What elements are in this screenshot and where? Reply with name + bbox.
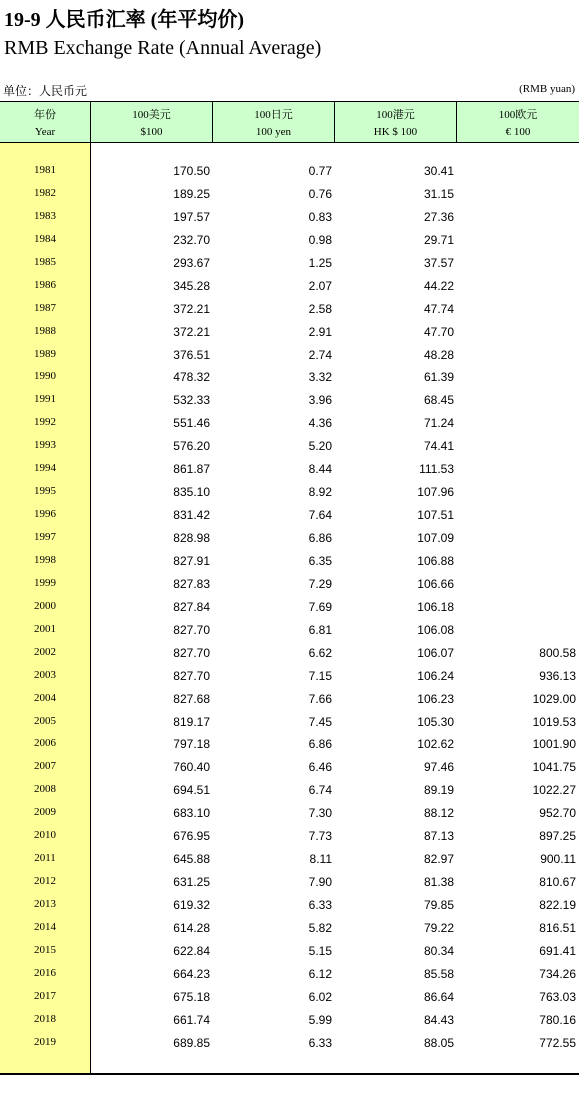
year-cell: 1995	[34, 485, 56, 498]
jpy-cell: 7.45	[308, 714, 332, 729]
year-cell: 2004	[34, 691, 56, 704]
hkd-cell: 106.08	[417, 622, 454, 637]
eur-cell: 691.41	[539, 943, 576, 958]
table-row	[0, 298, 579, 321]
table-row	[0, 779, 579, 802]
table-row	[0, 894, 579, 917]
header-eur	[457, 102, 579, 142]
hkd-cell: 105.30	[417, 714, 454, 729]
hkd-cell: 27.36	[423, 209, 454, 224]
table-row	[0, 1009, 579, 1032]
eur-cell: 952.70	[539, 806, 576, 821]
table-row	[0, 527, 579, 550]
table-row	[0, 619, 579, 642]
jpy-cell: 8.44	[308, 462, 332, 477]
table-title-chinese: 19-9 人民币汇率 (年平均价)	[4, 9, 244, 31]
eur-cell: 810.67	[539, 875, 576, 890]
usd-cell: 551.46	[173, 416, 210, 431]
usd-cell: 293.67	[173, 255, 210, 270]
usd-cell: 827.70	[173, 668, 210, 683]
hkd-cell: 89.19	[423, 783, 454, 798]
hkd-cell: 107.96	[417, 485, 454, 500]
hkd-cell: 87.13	[423, 829, 454, 844]
hkd-cell: 68.45	[423, 393, 454, 408]
eur-cell: 900.11	[540, 852, 576, 867]
table-row	[0, 252, 579, 275]
jpy-cell: 2.58	[308, 301, 332, 316]
usd-cell: 576.20	[173, 439, 210, 454]
table-row	[0, 183, 579, 206]
eur-cell: 816.51	[539, 920, 576, 935]
header-year	[0, 102, 90, 142]
year-cell: 2008	[34, 783, 56, 796]
year-cell: 2006	[34, 737, 56, 750]
jpy-cell: 8.11	[309, 852, 332, 867]
usd-cell: 797.18	[173, 737, 210, 752]
table-row	[0, 940, 579, 963]
year-cell: 1982	[34, 186, 56, 199]
hkd-cell: 80.34	[423, 943, 454, 958]
header-usd	[91, 102, 212, 142]
usd-cell: 661.74	[173, 1012, 210, 1027]
header-hkd-cn: 100港元	[376, 109, 415, 121]
hkd-cell: 47.74	[423, 301, 454, 316]
hkd-cell: 86.64	[423, 989, 454, 1004]
year-cell: 2011	[34, 852, 56, 865]
jpy-cell: 7.15	[308, 668, 332, 683]
table-title-english: RMB Exchange Rate (Annual Average)	[4, 37, 322, 59]
table-row	[0, 642, 579, 665]
jpy-cell: 6.86	[308, 737, 332, 752]
table-row	[0, 848, 579, 871]
usd-cell: 376.51	[173, 347, 210, 362]
jpy-cell: 7.69	[308, 599, 332, 614]
hkd-cell: 88.12	[423, 806, 454, 821]
eur-cell: 734.26	[539, 966, 576, 981]
hkd-cell: 47.70	[423, 324, 454, 339]
hkd-cell: 111.53	[419, 462, 454, 477]
usd-cell: 664.23	[173, 966, 210, 981]
jpy-cell: 5.20	[308, 439, 332, 454]
jpy-cell: 0.76	[308, 186, 332, 201]
usd-cell: 835.10	[173, 485, 210, 500]
hkd-cell: 84.43	[423, 1012, 454, 1027]
jpy-cell: 7.66	[308, 691, 332, 706]
year-cell: 2014	[34, 920, 56, 933]
header-jpy	[213, 102, 334, 142]
year-cell: 2007	[34, 760, 56, 773]
jpy-cell: 2.91	[308, 324, 332, 339]
usd-cell: 189.25	[173, 186, 210, 201]
table-row	[0, 1032, 579, 1055]
jpy-cell: 3.96	[308, 393, 332, 408]
jpy-cell: 0.98	[308, 232, 332, 247]
hkd-cell: 74.41	[423, 439, 454, 454]
year-cell: 1986	[34, 278, 56, 291]
header-hkd	[335, 102, 456, 142]
jpy-cell: 2.74	[308, 347, 332, 362]
table-row	[0, 229, 579, 252]
hkd-cell: 106.18	[417, 599, 454, 614]
table-row	[0, 825, 579, 848]
year-cell: 2015	[34, 943, 56, 956]
jpy-cell: 5.99	[308, 1012, 332, 1027]
year-cell: 1999	[34, 576, 56, 589]
jpy-cell: 6.02	[308, 989, 332, 1004]
jpy-cell: 6.86	[308, 531, 332, 545]
jpy-cell: 6.35	[308, 553, 332, 568]
table-row	[0, 275, 579, 298]
usd-cell: 689.85	[173, 1035, 210, 1050]
hkd-cell: 107.51	[417, 508, 454, 523]
eur-cell: 1001.90	[532, 737, 576, 752]
hkd-cell: 29.71	[423, 232, 454, 247]
jpy-cell: 6.62	[308, 645, 332, 660]
jpy-cell: 5.15	[308, 943, 332, 958]
hkd-cell: 82.97	[423, 852, 454, 867]
jpy-cell: 6.33	[308, 1035, 332, 1050]
jpy-cell: 8.92	[308, 485, 332, 500]
usd-cell: 827.91	[173, 553, 210, 568]
table-row	[0, 389, 579, 412]
header-eur-cn: 100欧元	[498, 109, 538, 121]
table-row	[0, 321, 579, 344]
table-row	[0, 986, 579, 1009]
header-jpy-cn: 100日元	[254, 109, 293, 121]
year-cell: 1991	[34, 393, 56, 406]
usd-cell: 760.40	[173, 760, 210, 775]
table-row	[0, 963, 579, 986]
usd-cell: 694.51	[173, 783, 210, 798]
table-row	[0, 573, 579, 596]
table-row	[0, 412, 579, 435]
jpy-cell: 7.73	[308, 829, 332, 844]
table-row	[0, 733, 579, 756]
jpy-cell: 7.64	[308, 508, 332, 523]
eur-cell: 1022.27	[532, 783, 576, 798]
usd-cell: 827.68	[173, 691, 210, 706]
table-row	[0, 665, 579, 688]
table-row	[0, 756, 579, 779]
usd-cell: 478.32	[173, 370, 210, 385]
hkd-cell: 97.46	[423, 760, 454, 775]
table-row	[0, 344, 579, 367]
usd-cell: 614.28	[173, 920, 210, 935]
jpy-cell: 5.82	[308, 920, 332, 935]
eur-cell: 763.03	[539, 989, 576, 1004]
usd-cell: 827.83	[173, 576, 210, 591]
table-row	[0, 871, 579, 894]
hkd-cell: 79.85	[423, 898, 454, 912]
hkd-cell: 107.09	[417, 531, 454, 545]
year-cell: 1993	[34, 439, 56, 452]
header-usd-cn: 100美元	[132, 109, 171, 121]
header-year-cn: 年份	[34, 109, 56, 121]
eur-cell: 780.16	[539, 1012, 576, 1027]
hkd-cell: 81.38	[423, 875, 454, 890]
hkd-cell: 79.22	[423, 920, 454, 935]
table-row	[0, 917, 579, 940]
table-bottom-rule	[0, 1073, 579, 1075]
year-cell: 2013	[34, 898, 56, 910]
header-eur-en: € 100	[505, 126, 531, 138]
year-cell: 2012	[34, 875, 56, 888]
table-body	[0, 160, 579, 1055]
table-row	[0, 481, 579, 504]
usd-cell: 170.50	[173, 164, 210, 178]
jpy-cell: 0.83	[308, 209, 332, 224]
jpy-cell: 6.46	[308, 760, 332, 775]
usd-cell: 827.84	[173, 599, 210, 614]
hkd-cell: 102.62	[417, 737, 454, 752]
eur-cell: 936.13	[539, 668, 576, 683]
usd-cell: 827.70	[173, 645, 210, 660]
table-row	[0, 550, 579, 573]
year-cell: 1988	[34, 324, 56, 337]
unit-label-chinese: 单位：人民币元	[3, 84, 88, 98]
hkd-cell: 31.15	[423, 186, 454, 201]
hkd-cell: 37.57	[423, 255, 454, 270]
usd-cell: 619.32	[173, 898, 210, 912]
usd-cell: 197.57	[173, 209, 210, 224]
usd-cell: 645.88	[173, 852, 210, 867]
jpy-cell: 6.33	[308, 898, 332, 912]
year-cell: 1987	[34, 301, 56, 314]
hkd-cell: 106.07	[417, 645, 454, 660]
year-cell: 2017	[34, 989, 56, 1002]
usd-cell: 675.18	[173, 989, 210, 1004]
eur-cell: 772.55	[539, 1035, 576, 1050]
year-cell: 1989	[34, 347, 56, 360]
year-cell: 1984	[34, 232, 56, 245]
eur-cell: 1041.75	[532, 760, 576, 775]
jpy-cell: 7.30	[308, 806, 332, 821]
usd-cell: 831.42	[173, 508, 210, 523]
jpy-cell: 7.29	[308, 576, 332, 591]
year-cell: 2016	[34, 966, 56, 979]
hkd-cell: 71.24	[423, 416, 454, 431]
jpy-cell: 6.12	[308, 966, 332, 981]
table-row	[0, 504, 579, 527]
usd-cell: 631.25	[173, 875, 210, 890]
header-year-en: Year	[34, 126, 56, 138]
year-cell: 2010	[34, 829, 56, 842]
jpy-cell: 6.74	[308, 783, 332, 798]
year-cell: 1990	[34, 370, 56, 383]
usd-cell: 345.28	[173, 278, 210, 293]
table-row	[0, 688, 579, 711]
table-row	[0, 366, 579, 389]
usd-cell: 827.70	[173, 622, 210, 637]
hkd-cell: 85.58	[423, 966, 454, 981]
header-hkd-en: HK $ 100	[373, 126, 418, 138]
jpy-cell: 2.07	[308, 278, 332, 293]
year-cell: 1994	[34, 462, 56, 475]
hkd-cell: 44.22	[423, 278, 454, 293]
year-cell: 1981	[34, 164, 56, 176]
table-row	[0, 206, 579, 229]
header-jpy-en: 100 yen	[255, 126, 292, 138]
usd-cell: 861.87	[173, 462, 210, 477]
year-cell: 2018	[34, 1012, 56, 1025]
eur-cell: 1029.00	[532, 691, 576, 706]
usd-cell: 828.98	[173, 531, 210, 545]
usd-cell: 372.21	[173, 301, 210, 316]
table-row	[0, 596, 579, 619]
eur-cell: 897.25	[539, 829, 576, 844]
hkd-cell: 61.39	[423, 370, 454, 385]
hkd-cell: 106.66	[417, 576, 454, 591]
hkd-cell: 106.23	[417, 691, 454, 706]
year-cell: 2001	[34, 622, 56, 635]
table-row	[0, 160, 579, 183]
table-row	[0, 711, 579, 734]
usd-cell: 532.33	[173, 393, 210, 408]
year-cell: 2019	[34, 1035, 56, 1048]
eur-cell: 800.58	[539, 645, 576, 660]
jpy-cell: 3.32	[308, 370, 332, 385]
hkd-cell: 48.28	[423, 347, 454, 362]
usd-cell: 232.70	[173, 232, 210, 247]
year-cell: 1983	[34, 209, 56, 222]
year-cell: 1992	[34, 416, 56, 429]
year-cell: 2000	[34, 599, 56, 612]
table-row	[0, 435, 579, 458]
usd-cell: 819.17	[173, 714, 210, 729]
year-cell: 1985	[34, 255, 56, 268]
year-cell: 2009	[34, 806, 56, 819]
jpy-cell: 4.36	[308, 416, 332, 431]
year-cell: 2005	[34, 714, 56, 727]
header-usd-en: $100	[140, 126, 163, 138]
jpy-cell: 6.81	[308, 622, 332, 637]
year-cell: 2003	[34, 668, 56, 681]
table-header	[0, 101, 579, 143]
hkd-cell: 30.41	[423, 164, 454, 178]
usd-cell: 683.10	[173, 806, 210, 821]
jpy-cell: 1.25	[308, 255, 332, 270]
jpy-cell: 0.77	[308, 164, 332, 178]
usd-cell: 676.95	[173, 829, 210, 844]
usd-cell: 372.21	[173, 324, 210, 339]
year-cell: 1996	[34, 508, 56, 521]
hkd-cell: 106.88	[417, 553, 454, 568]
usd-cell: 622.84	[173, 943, 210, 958]
eur-cell: 822.19	[539, 898, 576, 912]
jpy-cell: 7.90	[308, 875, 332, 890]
year-cell: 1997	[34, 531, 56, 543]
table-row	[0, 802, 579, 825]
hkd-cell: 106.24	[417, 668, 454, 683]
eur-cell: 1019.53	[532, 714, 576, 729]
table-row	[0, 458, 579, 481]
hkd-cell: 88.05	[423, 1035, 454, 1050]
unit-label-english: (RMB yuan)	[519, 83, 575, 95]
year-cell: 2002	[34, 645, 56, 658]
year-cell: 1998	[34, 553, 56, 566]
